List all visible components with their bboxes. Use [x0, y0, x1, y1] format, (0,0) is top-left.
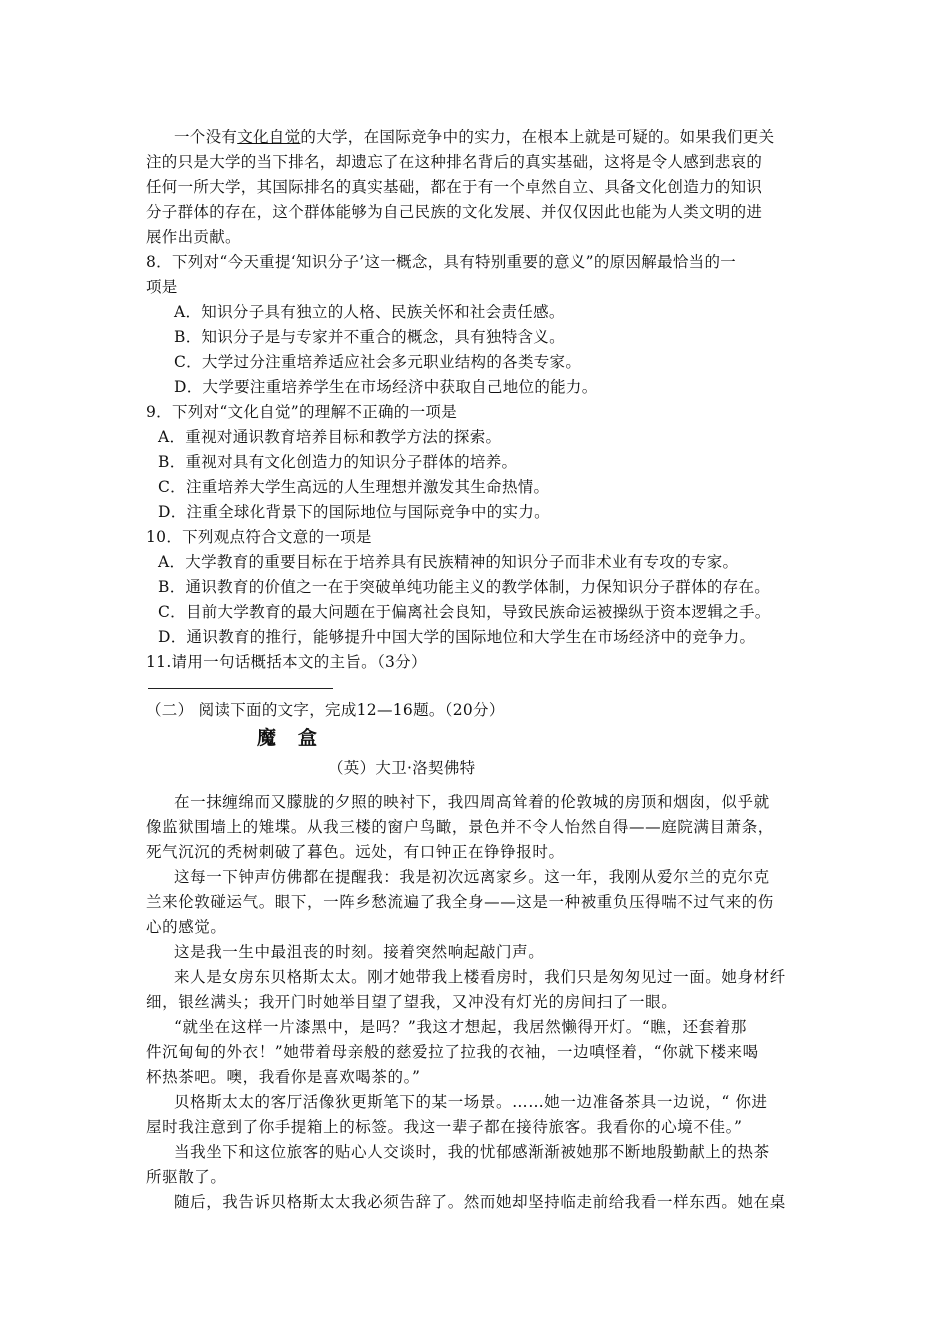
question-9: 9．下列对“文化自觉”的理解不正确的一项是	[146, 403, 458, 421]
question-11: 11.请用一句话概括本文的主旨。（3分）	[146, 653, 427, 671]
option-10d: D．通识教育的推行，能够提升中国大学的国际地位和大学生在市场经济中的竞争力。	[158, 628, 756, 646]
story-line: 细，银丝满头；我开门时她举目望了望我，又冲没有灯光的房间扫了一眼。	[146, 993, 678, 1011]
option-10a: A．大学教育的重要目标在于培养具有民族精神的知识分子而非术业有专攻的专家。	[158, 553, 739, 571]
story-line: 贝格斯太太的客厅活像狄更斯笔下的某一场景。……她一边准备茶具一边说，“ 你进	[174, 1093, 768, 1111]
story-line: 来人是女房东贝格斯太太。刚才她带我上楼看房时，我们只是匆匆见过一面。她身材纤	[174, 968, 786, 986]
paragraph-line: 注的只是大学的当下排名，却遗忘了在这种排名背后的真实基础，这将是令人感到悲哀的	[146, 153, 763, 171]
story-line: 件沉甸甸的外衣！”她带着母亲般的慈爱拉了拉我的衣袖，一边嗔怪着，“你就下楼来喝	[146, 1043, 759, 1061]
question-8-cont: 项是	[146, 278, 178, 296]
option-8d: D．大学要注重培养学生在市场经济中获取自己地位的能力。	[174, 378, 598, 396]
story-line: 所驱散了。	[146, 1168, 227, 1186]
text-run: 的大学，在国际竞争中的实力，在根本上就是可疑的。如果我们更关	[300, 128, 775, 146]
option-8a: A．知识分子具有独立的人格、民族关怀和社会责任感。	[174, 303, 565, 321]
paragraph-line: 展作出贡献。	[146, 228, 241, 246]
option-9b: B．重视对具有文化创造力的知识分子群体的培养。	[158, 453, 518, 471]
option-10b: B．通识教育的价值之一在于突破单纯功能主义的教学体制，力保知识分子群体的存在。	[158, 578, 771, 596]
underlined-term: 文化自觉	[237, 128, 301, 146]
story-line: 这是我一生中最沮丧的时刻。接着突然响起敲门声。	[174, 943, 545, 961]
story-line: 屋时我注意到了你手提箱上的标签。我这一辈子都在接待旅客。我看你的心境不佳。”	[146, 1118, 743, 1136]
paragraph-line: 任何一所大学，其国际排名的真实基础，都在于有一个卓然自立、具备文化创造力的知识	[146, 178, 763, 196]
story-line: 心的感觉。	[146, 918, 227, 936]
text-run: 一个没有	[174, 128, 238, 146]
question-8: 8．下列对“今天重提‘知识分子’这一概念，具有特别重要的意义”的原因解最恰当的一	[146, 253, 737, 271]
section-divider	[148, 688, 333, 689]
story-author: （英）大卫·洛契佛特	[328, 759, 476, 777]
story-line: 死气沉沉的秃树刺破了暮色。远处，有口钟正在铮铮报时。	[146, 843, 565, 861]
section-2-intro: （二） 阅读下面的文字，完成12—16题。（20分）	[146, 701, 505, 719]
story-line: 随后，我告诉贝格斯太太我必须告辞了。然而她却坚持临走前给我看一样东西。她在桌	[174, 1193, 786, 1211]
story-title: 魔盒	[257, 727, 340, 749]
paragraph-line	[174, 127, 774, 147]
story-line: 兰来伦敦碰运气。眼下，一阵乡愁流遍了我全身——这是一种被重负压得喘不过气来的伤	[146, 893, 774, 911]
option-8c: C．大学过分注重培养适应社会多元职业结构的各类专家。	[174, 353, 582, 371]
question-10: 10．下列观点符合文意的一项是	[146, 528, 372, 546]
story-line: 这每一下钟声仿佛都在提醒我：我是初次远离家乡。这一年，我刚从爱尔兰的克尔克	[174, 868, 770, 886]
option-9d: D．注重全球化背景下的国际地位与国际竞争中的实力。	[158, 503, 550, 521]
option-10c: C．目前大学教育的最大问题在于偏离社会良知，导致民族命运被操纵于资本逻辑之手。	[158, 603, 771, 621]
story-line: 当我坐下和这位旅客的贴心人交谈时，我的忧郁感渐渐被她那不断地殷勤献上的热茶	[174, 1143, 770, 1161]
option-9c: C．注重培养大学生高远的人生理想并激发其生命热情。	[158, 478, 550, 496]
option-9a: A．重视对通识教育培养目标和教学方法的探索。	[158, 428, 502, 446]
story-line: 在一抹缠绵而又朦胧的夕照的映衬下，我四周高耸着的伦敦城的房顶和烟囱，似乎就	[174, 793, 770, 811]
story-line: 杯热茶吧。噢，我看你是喜欢喝茶的。”	[146, 1068, 421, 1086]
paragraph-line: 分子群体的存在，这个群体能够为自己民族的文化发展、并仅仅因此也能为人类文明的进	[146, 203, 763, 221]
story-line: “就坐在这样一片漆黑中，是吗？”我这才想起，我居然懒得开灯。“瞧，还套着那	[174, 1018, 747, 1036]
story-line: 像监狱围墙上的雉堞。从我三楼的窗户鸟瞰，景色并不令人怡然自得——庭院满目萧条，	[146, 818, 774, 836]
option-8b: B．知识分子是与专家并不重合的概念，具有独特含义。	[174, 328, 565, 346]
